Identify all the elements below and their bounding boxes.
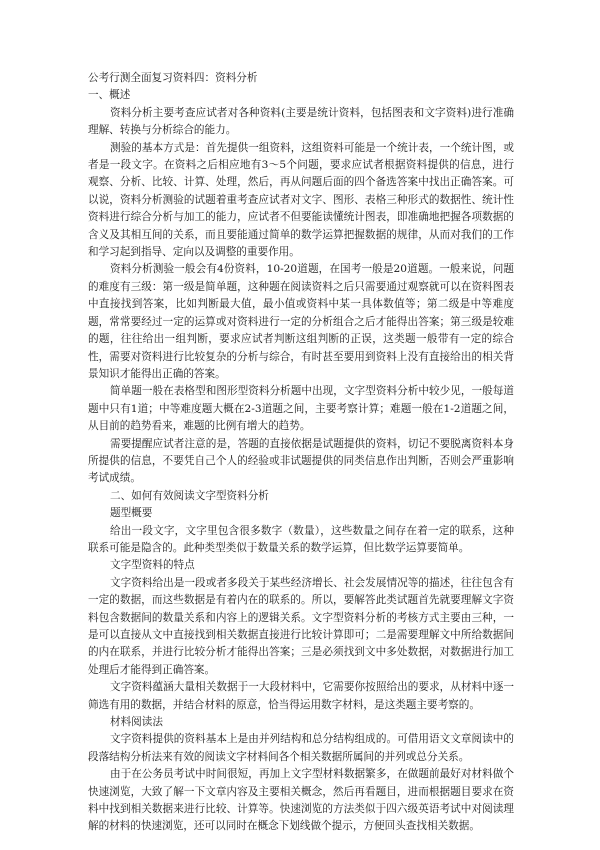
paragraph-intro: 资料分析主要考查应试者对各种资料(主要是统计资料，包括图表和文字资料)进行准确理解、转换与分析综合的能力。 (88, 106, 514, 137)
paragraph-quick-browse: 由于在公务员考试中时间很短，再加上文字型材料数据繁多，在做题前最好对材料做个快速浏览，大致了解一下文章内容及主要相关概念，然后再看题目，进而根据题目要求在资料中找到相关数据来进行比较、计算等。快速浏览的方法类似于四六级英语考试中对阅读理解的材料的快速浏览，还可以同时在概念下划线做个提示，方便回头查找相关数据。 (88, 768, 514, 833)
paragraph-question-overview: 给出一段文字，文字里包含很多数字（数量），这些数量之间存在着一定的联系，这种联系可能是隐含的。此种类型类似于数量关系的数学运算，但比数学运算要简单。 (88, 524, 514, 554)
paragraph-reminder: 需要提醒应试者注意的是，答题的直接依据是试题提供的资料，切记不要脱离资料本身所提供的信息，不要凭自己个人的经验或非试题提供的同类信息作出判断，否则会严重影响考试成绩。 (88, 437, 514, 485)
document-title: 公考行测全面复习资料四：资料分析 (88, 72, 258, 84)
section-heading-overview: 一、概述 (88, 89, 131, 102)
document-page (88, 70, 514, 836)
paragraph-question-distribution: 简单题一般在表格型和图形型资料分析题中出现，文字型资料分析中较少见，一般每道题中只有1道；中等难度题大概在2-3道题之间，主要考察计算；难题一般在1-2道题之间，从目前的趋势看来，难题的比例有增大的趋势。 (88, 385, 514, 433)
section-heading-reading-method: 二、如何有效阅读文字型资料分析 (110, 489, 269, 502)
paragraph-difficulty-levels: 资料分析测验一般会有4份资料，10-20道题，在国考一般是20道题。一般来说，问题的难度有三级：第一级是简单题，这种题在阅读资料之后只需要通过观察就可以在资料图表中直接找到答案，比如判断最大值，最小值或资料中某一具体数值等；第二级是中等难度题，常常要经过一定的运算或对资料进行一定的分析组合之后才能得出答案；第三级是较难的题，往往给出一组判断，要求应试者判断这组判断的正误，这类题一般带有一定的综合性，需要对资料进行比较复杂的分析与综合，有时甚至要用到资料上没有直接给出的相关背景知识才能得出正确的答案。 (88, 263, 514, 380)
subheading-question-overview: 题型概要 (110, 507, 153, 520)
subheading-reading-method: 材料阅读法 (110, 716, 163, 729)
paragraph-text-features: 文字资料给出是一段或者多段关于某些经济增长、社会发展情况等的描述，往往包含有一定的数据，而这些数据是有着内在的联系的。所以，要解答此类试题首先就要理解文字资料包含数据间的数量关系和内容上的逻辑关系。文字型资料分析的考核方式主要由三种，一是可以直接从文中直接找到相关数据直接进行比较计算即可；二是需要理解文中所给数据间的内在联系，并进行比较分析才能得出答案；三是必须找到文中多处数据，对数据进行加工处理后才能得到正确答案。 (88, 576, 514, 676)
paragraph-test-format: 测验的基本方式是：首先提供一组资料，这组资料可能是一个统计表，一个统计图，或者是一段文字。在资料之后相应地有3～5个问题，要求应试者根据资料提供的信息，进行观察、分析、比较、计算、处理，然后，再从问题后面的四个备选答案中找出正确答案。可以说，资料分析测验的试题着重考查应试者对文字、图形、表格三种形式的数据性、统计性资料进行综合分析与加工的能力，应试者不但要能读懂统计图表，即准确地把握各项数据的含义及其相互间的关系，而且要能通过简单的数学运算把握数据的规律，从而对我们的工作和学习起到指导、定向以及调整的重要作用。 (88, 141, 514, 259)
subheading-text-features: 文字型资料的特点 (110, 559, 195, 572)
paragraph-data-screening: 文字资料蕴涵大量相关数据于一大段材料中，它需要你按照给出的要求，从材料中逐一筛选有用的数据，并结合材料的原意，恰当得运用数字材料，是这类题主要考察的。 (88, 681, 514, 711)
paragraph-structure-analysis: 文字资料提供的资料基本上是由并列结构和总分结构组成的。可借用语文文章阅读中的段落结构分析法来有效的阅读文字材料间各个相关数据所属间的并列或总分关系。 (88, 733, 514, 763)
